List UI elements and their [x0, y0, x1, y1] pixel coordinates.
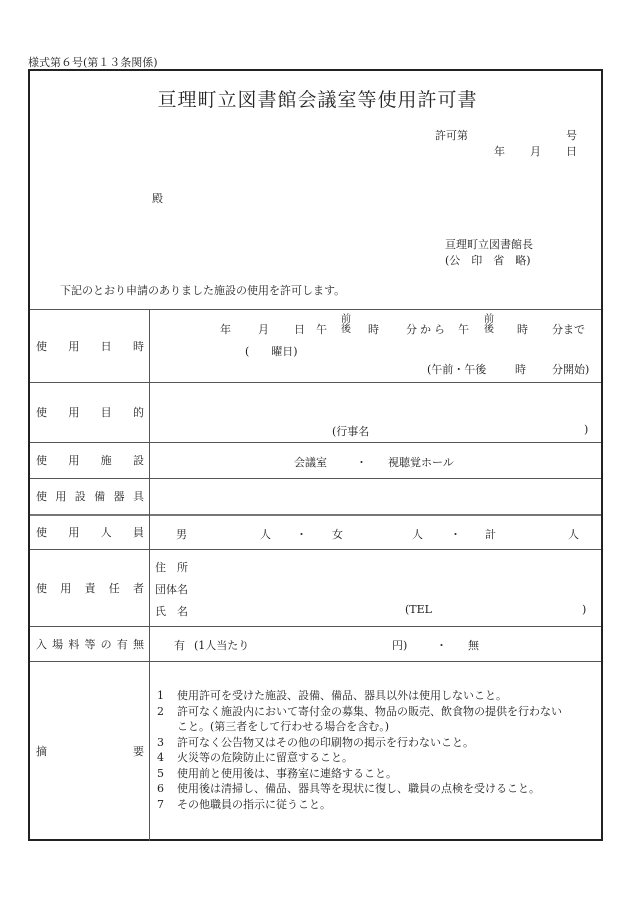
label-usage-datetime — [36, 309, 144, 382]
attendees-female-label: 女 — [332, 528, 343, 541]
event-name-close: ) — [584, 423, 589, 436]
label-char: 用 — [68, 406, 80, 419]
label-char: 等 — [84, 637, 96, 651]
am-option[interactable]: 前 — [341, 314, 351, 325]
datetime-start-ampm[interactable] — [341, 315, 351, 335]
rule-text: 使用後は清掃し、備品、器具等を現状に復し、職員の点検を受けること。 — [177, 782, 540, 795]
fee-option-no[interactable]: 無 — [468, 639, 479, 652]
label-char: 使 — [36, 526, 47, 539]
responsible-tel-close: ) — [582, 603, 587, 616]
label-char: 摘 — [36, 745, 47, 758]
label-char: 用 — [68, 339, 80, 353]
attendees-total-label: 計 — [485, 528, 496, 541]
document-title: 亘理町立図書館会議室等使用許可書 — [157, 89, 478, 111]
label-char: の — [100, 637, 112, 651]
label-char: 目 — [100, 406, 112, 419]
date-month: 月 — [530, 145, 541, 158]
permit-number-suffix: 号 — [566, 129, 577, 142]
permit-form — [28, 69, 603, 841]
addressee-honorific: 殿 — [152, 192, 163, 205]
attendees-separator: ・ — [296, 528, 307, 541]
label-char: 使 — [36, 339, 47, 353]
attendees-male-label: 男 — [176, 528, 187, 541]
rule-number: 1 — [157, 689, 164, 702]
label-char: 員 — [132, 526, 144, 539]
datetime-day[interactable]: 日 — [294, 323, 305, 336]
attendees-male-unit[interactable]: 人 — [260, 528, 271, 541]
label-char: 設 — [132, 454, 144, 467]
datetime-end-hour[interactable]: 時 — [517, 323, 528, 336]
facility-separator: ・ — [356, 456, 367, 469]
equipment-field[interactable] — [152, 480, 600, 512]
label-char: 時 — [132, 339, 144, 353]
datetime-weekday[interactable]: ( 曜日) — [245, 345, 298, 358]
start-time-note-open: (午前・午後 — [427, 363, 487, 376]
am-option[interactable]: 前 — [484, 314, 494, 325]
label-char: 日 — [100, 339, 112, 353]
label-equipment — [36, 478, 144, 514]
rule-text: 火災等の危険防止に留意すること。 — [177, 751, 353, 764]
datetime-year[interactable]: 年 — [220, 323, 231, 336]
label-char: 入 — [36, 637, 47, 651]
issuer-name: 亘理町立図書館長 — [445, 238, 533, 251]
label-char: 設 — [74, 490, 86, 503]
label-char: 用 — [68, 454, 80, 467]
attendees-female-unit[interactable]: 人 — [412, 528, 423, 541]
start-time-note-close[interactable]: 分開始) — [552, 363, 590, 376]
label-responsible-person — [36, 549, 144, 626]
start-time-note-hour[interactable]: 時 — [515, 363, 526, 376]
datetime-end-minute[interactable]: 分まで — [552, 323, 585, 336]
label-char: 的 — [132, 406, 144, 419]
rule-item — [157, 797, 562, 813]
label-usage-purpose — [36, 382, 144, 442]
date-day: 日 — [566, 145, 577, 158]
label-char: 場 — [52, 637, 64, 651]
label-char: 使 — [36, 581, 47, 595]
rule-text: 使用許可を受けた施設、設備、備品、器具以外は使用しないこと。 — [177, 689, 507, 702]
label-char: 用 — [55, 490, 67, 503]
event-name-field[interactable]: (行事名 — [332, 425, 370, 438]
datetime-start-minute[interactable]: 分から — [406, 323, 448, 336]
permit-number-prefix: 許可第 — [435, 129, 468, 142]
label-char: 要 — [133, 745, 144, 758]
rule-item-continuation — [157, 719, 562, 735]
rule-item — [157, 688, 562, 704]
label-notes — [36, 661, 144, 841]
label-admission-fee — [36, 626, 144, 661]
label-attendees — [36, 515, 144, 549]
label-char: 無 — [132, 637, 144, 651]
column-divider — [149, 309, 150, 841]
rule-number: 5 — [157, 766, 164, 780]
rule-item — [157, 766, 562, 782]
rule-number: 3 — [157, 735, 164, 749]
attendees-separator: ・ — [450, 528, 461, 541]
datetime-end-ampm[interactable] — [484, 315, 494, 335]
label-facility — [36, 442, 144, 478]
responsible-name-field[interactable]: 氏 名 — [155, 605, 188, 618]
rule-number: 6 — [157, 782, 164, 795]
label-char: 者 — [133, 581, 144, 595]
label-char: 人 — [100, 526, 112, 539]
fee-option-yes[interactable]: 有 — [174, 639, 185, 652]
label-char: 使 — [36, 406, 47, 419]
fee-separator: ・ — [436, 639, 447, 652]
label-char: 責 — [84, 581, 96, 595]
label-char: 具 — [132, 490, 144, 503]
pm-option[interactable]: 後 — [484, 324, 494, 335]
usage-rules-list — [157, 688, 562, 812]
rule-text: 使用前と使用後は、事務室に連絡すること。 — [177, 766, 397, 780]
label-char: 使 — [36, 490, 47, 503]
rule-number: 4 — [157, 751, 164, 764]
rule-text: 許可なく公告物又はその他の印刷物の掲示を行わないこと。 — [177, 735, 474, 749]
facility-option-av-hall[interactable]: 視聴覚ホール — [388, 456, 454, 469]
facility-option-meeting-room[interactable]: 会議室 — [294, 456, 327, 469]
fee-yen-unit: 円) — [392, 639, 408, 652]
seal-omitted-note: (公 印 省 略) — [445, 254, 531, 267]
label-char: 有 — [116, 637, 128, 651]
rule-number: 2 — [157, 704, 164, 718]
rule-number — [157, 719, 177, 735]
rule-item — [157, 781, 562, 797]
pm-option[interactable]: 後 — [341, 324, 351, 335]
rule-number: 7 — [157, 797, 164, 811]
label-char: 使 — [36, 454, 47, 467]
rule-text: その他職員の指示に従うこと。 — [177, 797, 331, 811]
rule-item — [157, 704, 562, 720]
date-year: 年 — [494, 145, 505, 158]
label-char: 料 — [68, 637, 80, 651]
label-char: 備 — [94, 490, 106, 503]
datetime-ampm-prefix: 午 — [316, 323, 327, 336]
attendees-total-unit[interactable]: 人 — [568, 528, 579, 541]
responsible-group-field[interactable]: 団体名 — [155, 583, 188, 596]
label-char: 器 — [113, 490, 125, 503]
rule-item — [157, 750, 562, 766]
label-char: 用 — [68, 526, 80, 539]
datetime-ampm-prefix-2: 午 — [458, 323, 469, 336]
permission-statement: 下記のとおり申請のありました施設の使用を許可します。 — [60, 284, 346, 297]
rule-text: 許可なく施設内において寄付金の募集、物品の販売、飲食物の提供を行わない — [177, 704, 562, 718]
fee-per-person-field[interactable]: (1人当たり — [194, 639, 250, 652]
responsible-address-field[interactable]: 住 所 — [155, 561, 188, 574]
label-char: 任 — [108, 581, 120, 595]
label-char: 用 — [60, 581, 72, 595]
responsible-tel-field[interactable]: (TEL — [405, 603, 432, 616]
rule-text: こと。(第三者をして行わせる場合を含む。) — [177, 720, 390, 733]
datetime-month[interactable]: 月 — [258, 323, 269, 336]
rule-item — [157, 735, 562, 751]
label-char: 施 — [100, 454, 112, 467]
datetime-start-hour[interactable]: 時 — [368, 323, 379, 336]
form-number: 様式第６号(第１３条関係) — [28, 56, 158, 69]
